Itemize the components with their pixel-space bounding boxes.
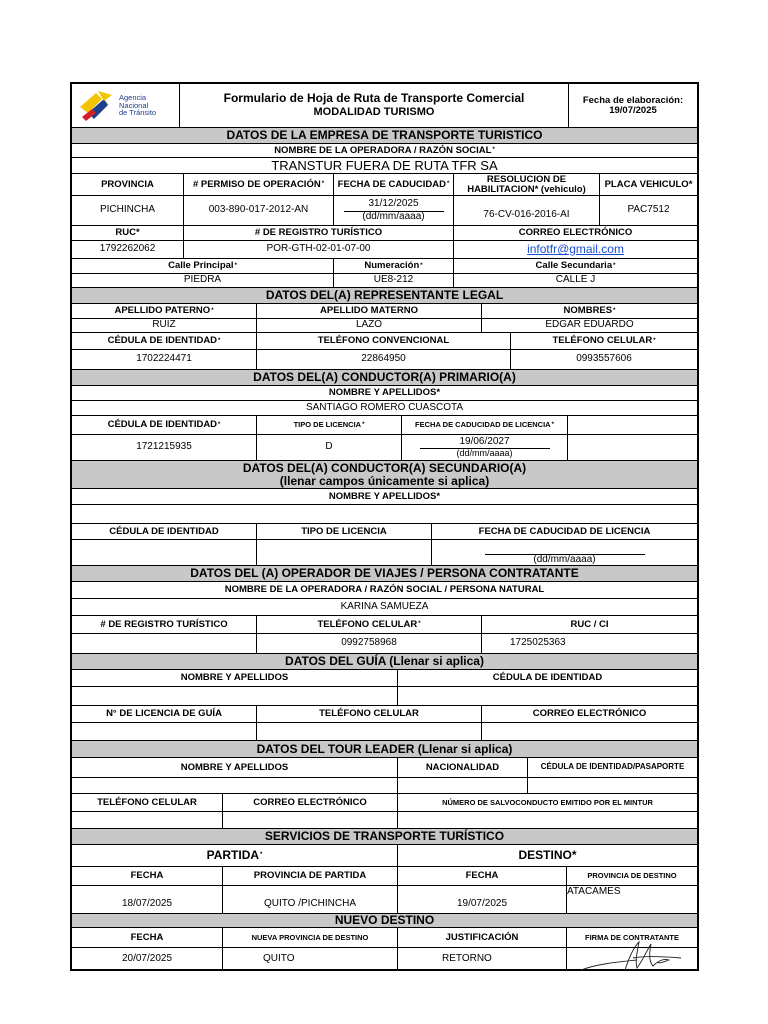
registro-label: # DE REGISTRO TURÍSTICO [184, 226, 454, 240]
conductor1-nombre-value-row [72, 401, 697, 416]
conductor2-labels-row [72, 524, 697, 540]
nuevo-destino-values-row [72, 948, 697, 971]
guia-cedula-label: CÉDULA DE IDENTIDAD [492, 672, 603, 684]
fecha-elaboracion-label: Fecha de elaboración: [582, 94, 684, 106]
tour-cedula-label: CÉDULA DE IDENTIDAD/PASAPORTE [540, 762, 685, 772]
operador-ruc-label: RUC / CI [570, 618, 609, 630]
section-conductor-primario [72, 370, 697, 386]
guia-values-row-2 [72, 723, 697, 741]
empresa-ruc-values-row [72, 241, 697, 259]
section-conductor-secundario-subtitle: (llenar campos únicamente si aplica) [279, 473, 490, 488]
firma-contratante-cell [567, 948, 697, 971]
section-servicios-title: SERVICIOS DE TRANSPORTE TURÍSTICO [72, 829, 697, 844]
operador-registro-value [72, 634, 257, 653]
tour-cedula-value [528, 778, 697, 793]
firma-contratante-label: FIRMA DE CONTRATANTE [584, 932, 680, 942]
logo-text-line-1: Agencia [119, 92, 147, 102]
tour-correo-label: CORREO ELECTRÓNICO [223, 794, 398, 811]
ruc-label: RUC* [72, 226, 184, 240]
operador-ruc-value: 1725025363 [510, 637, 566, 649]
section-empresa-title: DATOS DE LA EMPRESA DE TRANSPORTE TURISTICO [72, 128, 697, 143]
registro-value: POR-GTH-02-01-07-00 [184, 241, 454, 258]
calle-secundaria-label: Calle Secundaria * [535, 260, 616, 272]
justificacion-label: JUSTIFICACIÓN [398, 928, 567, 947]
conductor1-fecha-value: 19/06/2027 [459, 435, 510, 447]
conductor2-cedula-label: CÉDULA DE IDENTIDAD [72, 524, 257, 539]
conductor2-fecha-label: FECHA DE CADUCIDAD DE LICENCIA [478, 525, 651, 537]
caducidad-value-cell [334, 196, 454, 225]
nuevo-provincia-label: NUEVA PROVINCIA DE DESTINO [223, 928, 398, 947]
representante-labels-row-1 [72, 304, 697, 319]
operadora-value: TRANSTUR FUERA DE RUTA TFR SA [271, 158, 498, 173]
rep-telefono-cel-value: 0993557606 [576, 353, 632, 365]
fecha-elaboracion [569, 84, 697, 127]
nuevo-fecha-value: 20/07/2025 [72, 948, 223, 971]
operador-viajes-labels-row [72, 616, 697, 634]
signature-icon [577, 940, 687, 974]
servicio-provincia-partida-value: QUITO /PICHINCHA [223, 886, 398, 913]
form-subtitle: MODALIDAD TURISMO [313, 106, 435, 119]
form-title: Formulario de Hoja de Ruta de Transporte Comercial [223, 91, 525, 106]
operador-viajes-label-row [72, 582, 697, 599]
form-title-block [180, 84, 569, 127]
conductor1-nombre-value: SANTIAGO ROMERO CUASCOTA [305, 401, 464, 413]
caducidad-format: (dd/mm/aaaa) [362, 210, 425, 222]
apellido-materno-label: APELLIDO MATERNO [257, 304, 482, 318]
logo-text-line-2: Nacional [119, 100, 149, 110]
conductor1-tipo-label: TIPO DE LICENCIA * [257, 416, 402, 434]
conductor1-nombre-label-row [72, 386, 697, 401]
resolucion-value: 76-CV-016-2016-AI [454, 196, 600, 225]
section-operador-viajes [72, 566, 697, 582]
apellido-paterno-value: RUIZ [72, 319, 257, 332]
operador-viajes-value-row [72, 599, 697, 616]
conductor2-tipo-label: TIPO DE LICENCIA [257, 524, 432, 539]
empresa-values-row [72, 196, 697, 226]
conductor1-cedula-label: CÉDULA DE IDENTIDAD * [72, 416, 257, 434]
tour-leader-values-row-2 [72, 812, 697, 829]
apellido-paterno-label: APELLIDO PATERNO * [72, 304, 257, 318]
section-tour-leader-title: DATOS DEL TOUR LEADER (Llenar si aplica) [72, 741, 697, 757]
rep-telefono-cel-label: TELÉFONO CELULAR * [552, 335, 656, 347]
servicio-provincia-destino-label: PROVINCIA DE DESTINO [587, 871, 677, 881]
correo-link[interactable]: infotfr@gmail.com [527, 242, 624, 257]
tour-leader-labels-row-2 [72, 794, 697, 812]
servicio-fecha-destino-label: FECHA [398, 867, 567, 885]
conductor2-nombre-value-row [72, 505, 697, 524]
numeracion-value: UE8-212 [334, 274, 454, 287]
rep-telefono-conv-label: TELÉFONO CONVENCIONAL [257, 333, 511, 349]
servicio-provincia-destino-value: ATACAMES [567, 886, 621, 897]
tour-leader-labels-row-1 [72, 758, 697, 778]
tour-nombre-value [72, 778, 398, 793]
conductor1-fecha-cell [402, 435, 568, 460]
justificacion-value: RETORNO [398, 948, 567, 971]
conductor2-fecha-cell [432, 540, 697, 565]
section-nuevo-destino [72, 914, 697, 928]
section-operador-viajes-title: DATOS DEL (A) OPERADOR DE VIAJES / PERSONA CONTRATANTE [72, 566, 697, 581]
conductor1-nombre-label: NOMBRE Y APELLIDOS* [328, 387, 441, 399]
section-guia-title: DATOS DEL GUÍA (Llenar si aplica) [72, 654, 697, 669]
servicio-provincia-partida-label: PROVINCIA DE PARTIDA [223, 867, 398, 885]
empresa-operadora-value-row [72, 158, 697, 174]
conductor2-fecha-format: (dd/mm/aaaa) [533, 553, 596, 565]
servicio-fecha-partida-value: 18/07/2025 [72, 886, 223, 913]
caducidad-label: FECHA DE CADUCIDAD * [334, 174, 454, 195]
tour-salvoconducto-label: NÚMERO DE SALVOCONDUCTO EMITIDO POR EL MINTUR [442, 797, 653, 807]
guia-telefono-label: TELÉFONO CELULAR [257, 706, 482, 722]
guia-cedula-value [398, 687, 697, 705]
section-representante-title: DATOS DEL(A) REPRESENTANTE LEGAL [72, 288, 697, 303]
guia-licencia-label: N° DE LICENCIA DE GUÍA [72, 706, 257, 722]
nuevo-fecha-label: FECHA [72, 928, 223, 947]
conductor1-values-row [72, 435, 697, 461]
empresa-ruc-labels-row [72, 226, 697, 241]
section-empresa [72, 128, 697, 144]
permiso-label: # PERMISO DE OPERACIÓN * [184, 174, 334, 195]
nuevo-provincia-value: QUITO [223, 948, 398, 971]
guia-labels-row-1 [72, 670, 697, 687]
numeracion-label: Numeración * [334, 259, 454, 273]
form-header [72, 84, 697, 128]
guia-telefono-value [257, 723, 482, 740]
conductor1-empty-value-cell [568, 435, 697, 460]
tour-salvoconducto-value [398, 812, 697, 828]
caducidad-value: 31/12/2025 [368, 198, 419, 209]
conductor2-nombre-label-row [72, 489, 697, 505]
rep-cedula-label: CÉDULA DE IDENTIDAD * [72, 333, 257, 349]
correo-label: CORREO ELECTRÓNICO [518, 227, 633, 239]
calle-principal-label: Calle Principal * [72, 259, 334, 273]
conductor2-values-row [72, 540, 697, 566]
conductor1-cedula-value: 1721215935 [72, 435, 257, 460]
representante-values-row-1 [72, 319, 697, 333]
tour-correo-value [223, 812, 398, 828]
section-guia [72, 654, 697, 670]
section-conductor-secundario-title-text: DATOS DEL(A) CONDUCTOR(A) SECUNDARIO(A) [242, 461, 527, 475]
conductor2-cedula-value [72, 540, 257, 565]
conductor2-nombre-value [72, 505, 697, 523]
empresa-direccion-values-row [72, 274, 697, 288]
tour-telefono-value [72, 812, 223, 828]
section-representante [72, 288, 697, 304]
empresa-labels-row [72, 174, 697, 196]
conductor1-fecha-label: FECHA DE CADUCIDAD DE LICENCIA * [402, 416, 568, 434]
operador-telefono-label: TELÉFONO CELULAR * [257, 616, 482, 633]
guia-nombre-label: NOMBRE Y APELLIDOS [72, 670, 398, 686]
operador-registro-label: # DE REGISTRO TURÍSTICO [72, 616, 257, 633]
calle-principal-value: PIEDRA [72, 274, 334, 287]
conductor2-nombre-label: NOMBRE Y APELLIDOS* [328, 490, 441, 502]
section-nuevo-destino-title: NUEVO DESTINO [72, 914, 697, 927]
conductor2-tipo-value [257, 540, 432, 565]
guia-correo-label: CORREO ELECTRÓNICO [532, 708, 647, 720]
fecha-elaboracion-value: 19/07/2025 [609, 104, 657, 116]
guia-values-row-1 [72, 687, 697, 706]
representante-values-row-2 [72, 350, 697, 370]
section-conductor-secundario [72, 461, 697, 489]
rep-cedula-value: 1702224471 [72, 350, 257, 369]
rep-telefono-conv-value: 22864950 [257, 350, 511, 369]
empresa-direccion-labels-row [72, 259, 697, 274]
guia-licencia-value [72, 723, 257, 740]
operador-viajes-values-row [72, 634, 697, 654]
provincia-label: PROVINCIA [72, 174, 184, 195]
destino-label: DESTINO* [518, 848, 577, 863]
provincia-value: PICHINCHA [72, 196, 184, 225]
permiso-value: 003-890-017-2012-AN [184, 196, 334, 225]
nombres-label: NOMBRES * [563, 305, 616, 317]
operador-viajes-value: KARINA SAMUEZA [340, 600, 429, 612]
operador-viajes-label: NOMBRE DE LA OPERADORA / RAZÓN SOCIAL / PERSONA NATURAL [224, 584, 545, 596]
operadora-label: NOMBRE DE LA OPERADORA / RAZÓN SOCIAL * [274, 144, 495, 156]
tour-nacionalidad-label: NACIONALIDAD [398, 758, 528, 777]
guia-correo-value [482, 723, 697, 740]
ruc-value: 1792262062 [72, 241, 184, 258]
section-conductor-secundario-title [72, 461, 697, 488]
placa-value: PAC7512 [627, 204, 670, 216]
conductor1-empty-label-cell [568, 416, 697, 434]
guia-nombre-value [72, 687, 398, 705]
resolucion-label: RESOLUCION DE HABILITACION* (vehiculo) [454, 174, 600, 195]
tour-nombre-label: NOMBRE Y APELLIDOS [72, 758, 398, 777]
section-conductor-primario-title: DATOS DEL(A) CONDUCTOR(A) PRIMARIO(A) [72, 370, 697, 385]
servicio-fecha-partida-label: FECHA [72, 867, 223, 885]
empresa-operadora-label-row [72, 144, 697, 158]
conductor1-tipo-value: D [257, 435, 402, 460]
hoja-de-ruta-form [70, 82, 699, 971]
tour-nacionalidad-value [398, 778, 528, 793]
calle-secundaria-value: CALLE J [555, 274, 596, 286]
operador-telefono-value: 0992758968 [257, 634, 482, 653]
servicios-partida-destino-row [72, 845, 697, 867]
correo-value-cell[interactable] [454, 241, 697, 258]
partida-label: PARTIDA * [72, 845, 398, 866]
nombres-value: EDGAR EDUARDO [545, 319, 634, 331]
agency-logo-icon [78, 89, 116, 123]
conductor1-labels-row [72, 416, 697, 435]
conductor1-fecha-format: (dd/mm/aaaa) [456, 448, 513, 459]
logo-text-line-3: de Tránsito [119, 108, 157, 118]
tour-telefono-label: TELÉFONO CELULAR [72, 794, 223, 811]
representante-labels-row-2 [72, 333, 697, 350]
tour-leader-values-row-1 [72, 778, 697, 794]
guia-labels-row-2 [72, 706, 697, 723]
servicios-labels-row [72, 867, 697, 886]
placa-label: PLACA VEHICULO* [604, 178, 693, 190]
servicios-values-row [72, 886, 697, 914]
servicio-fecha-destino-value: 19/07/2025 [398, 886, 567, 913]
agency-logo [72, 84, 180, 127]
section-servicios [72, 829, 697, 845]
apellido-materno-value: LAZO [257, 319, 482, 332]
section-tour-leader [72, 741, 697, 758]
